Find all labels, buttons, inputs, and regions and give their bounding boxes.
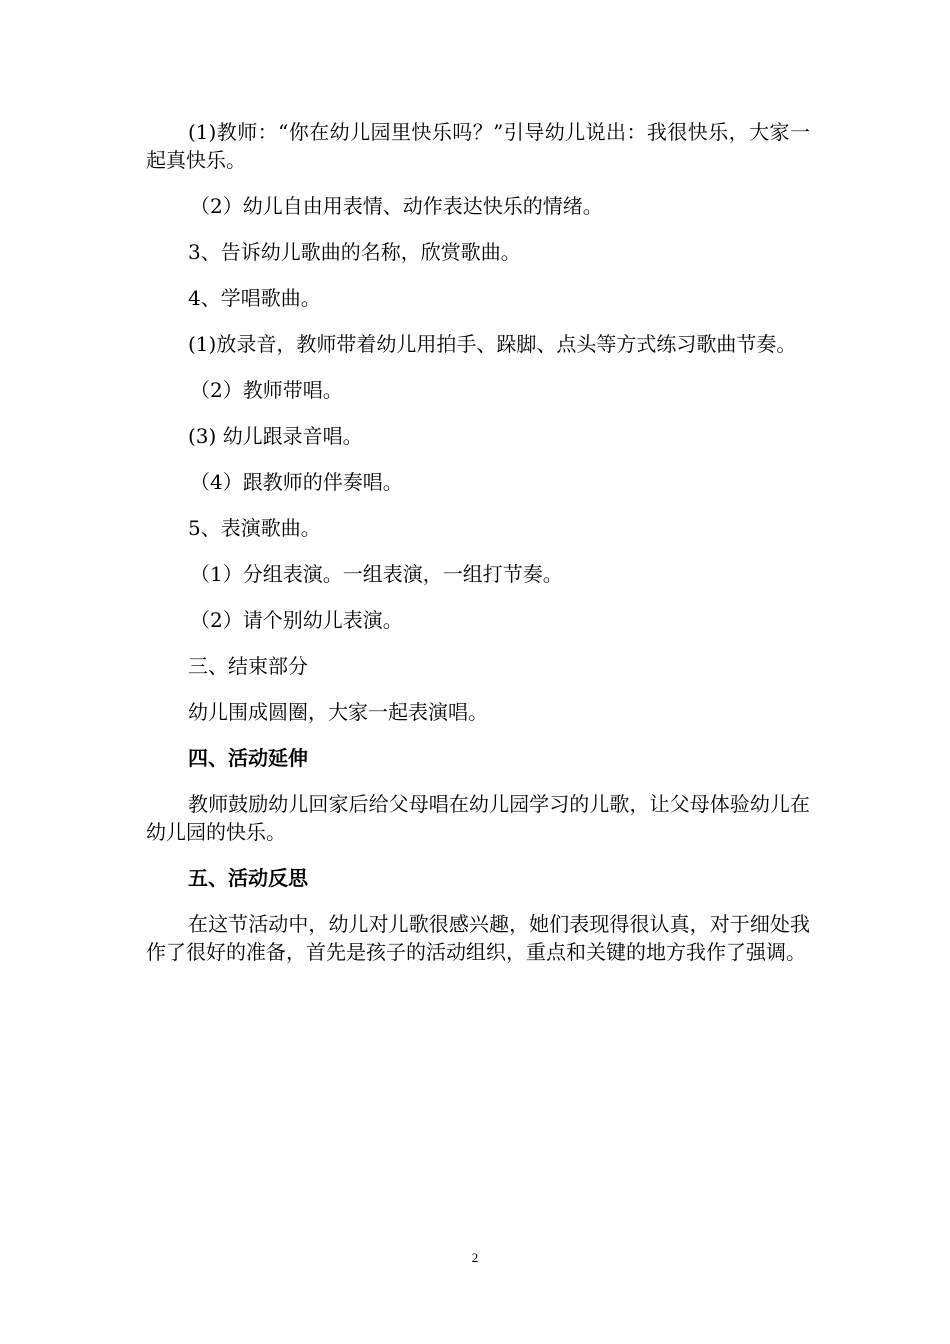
paragraph-step-3: 3、告诉幼儿歌曲的名称，欣赏歌曲。 (188, 240, 521, 264)
paragraph-accompaniment: （4）跟教师的伴奏唱。 (190, 470, 403, 494)
document-body (146, 118, 810, 984)
section-heading-ending: 三、结束部分 (188, 654, 308, 678)
paragraph-teacher-lead: （2）教师带唱。 (190, 378, 343, 402)
paragraph-reflection: 在这节活动中，幼儿对儿歌很感兴趣，她们表现得很认真，对于细处我作了很好的准备，首先是孩子的活动组织，重点和关键的地方我作了强调。 (146, 912, 810, 964)
paragraph-circle-song: 幼儿围成圆圈，大家一起表演唱。 (188, 700, 488, 724)
section-heading-reflection: 五、活动反思 (188, 866, 308, 890)
paragraph-group-performance: （1）分组表演。一组表演，一组打节奏。 (190, 562, 563, 586)
section-heading-extension: 四、活动延伸 (188, 746, 308, 770)
paragraph-sing-along: (3) 幼儿跟录音唱。 (188, 424, 363, 448)
paragraph-step-4: 4、学唱歌曲。 (188, 286, 321, 310)
paragraph-play-recording: (1)放录音，教师带着幼儿用拍手、跺脚、点头等方式练习歌曲节奏。 (188, 332, 797, 356)
paragraph-step-5: 5、表演歌曲。 (188, 516, 321, 540)
paragraph-individual-performance: （2）请个别幼儿表演。 (190, 608, 403, 632)
page-number: 2 (471, 1250, 479, 1265)
paragraph-extension: 教师鼓励幼儿回家后给父母唱在幼儿园学习的儿歌，让父母体验幼儿在幼儿园的快乐。 (146, 792, 810, 844)
paragraph-teacher-question: (1)教师：“你在幼儿园里快乐吗？”引导幼儿说出：我很快乐，大家一起真快乐。 (146, 120, 810, 172)
paragraph-express-emotion: （2）幼儿自由用表情、动作表达快乐的情绪。 (190, 194, 603, 218)
